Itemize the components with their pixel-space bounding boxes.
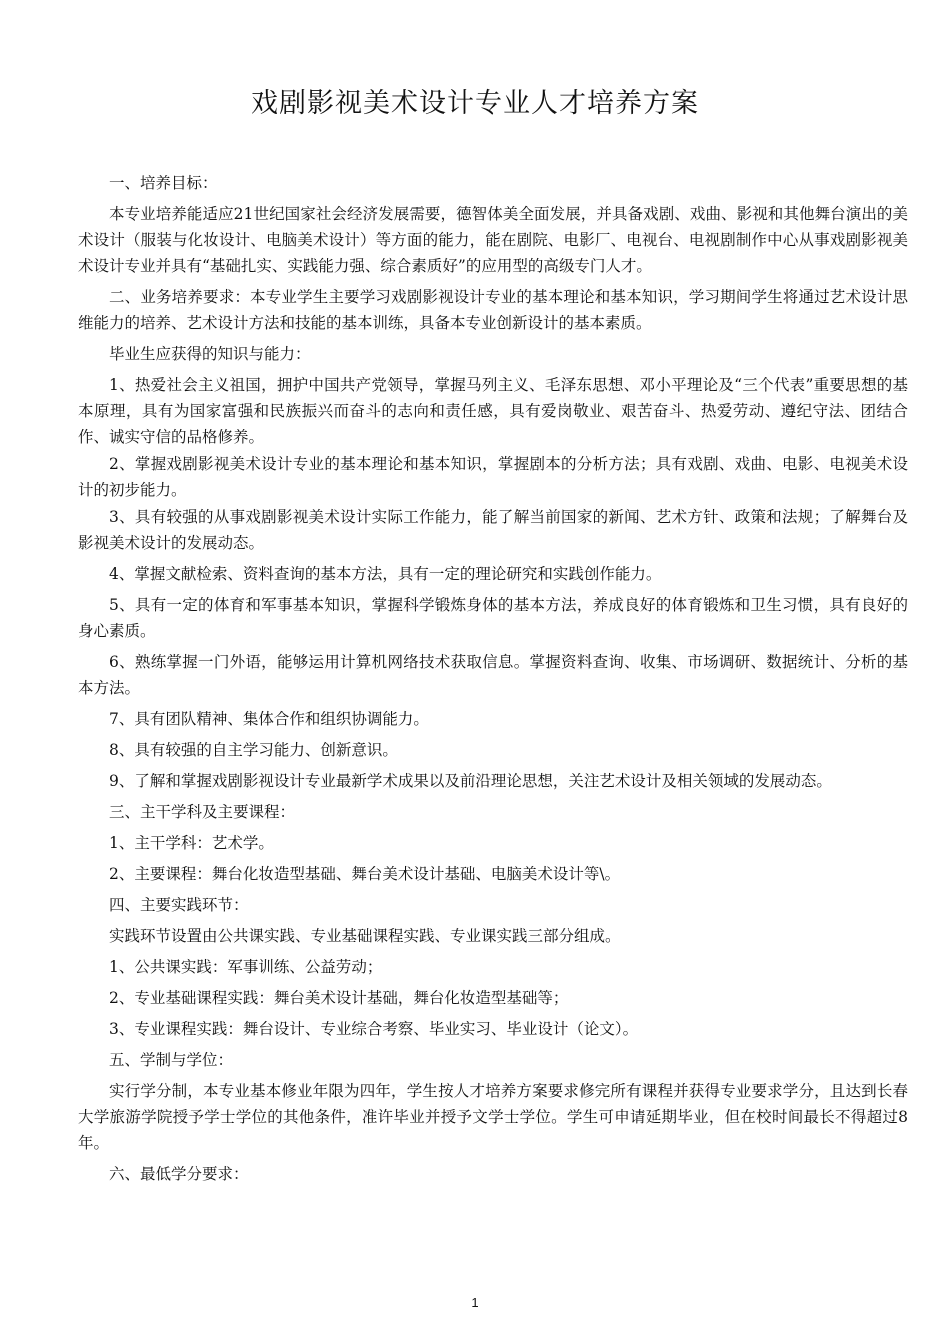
list-item-ability-9: 9、了解和掌握戏剧影视设计专业最新学术成果以及前沿理论思想，关注艺术设计及相关领域的发展动态。	[109, 772, 832, 790]
list-item-ability-2: 2、掌握戏剧影视美术设计专业的基本理论和基本知识，掌握剧本的分析方法；具有戏剧、戏曲、电影、电视美术设计的初步能力。	[78, 455, 908, 499]
section-heading-subjects: 三、主干学科及主要课程：	[109, 803, 296, 821]
paragraph-requirements: 二、业务培养要求：本专业学生主要学习戏剧影视设计专业的基本理论和基本知识，学习期间学生将通过艺术设计思维能力的培养、艺术设计方法和技能的基本训练，具备本专业创新设计的基本素质。	[78, 288, 908, 332]
paragraph-practice: 实践环节设置由公共课实践、专业基础课程实践、专业课实践三部分组成。	[109, 927, 621, 945]
paragraph-abilities-heading: 毕业生应获得的知识与能力：	[109, 345, 311, 363]
section-heading-goal: 一、培养目标：	[109, 174, 218, 192]
list-item-practice-3: 3、专业课程实践：舞台设计、专业综合考察、毕业实习、毕业设计（论文）。	[109, 1020, 639, 1038]
page-number: 1	[471, 1295, 479, 1310]
list-item-ability-3: 3、具有较强的从事戏剧影视美术设计实际工作能力，能了解当前国家的新闻、艺术方针、政策和法规；了解舞台及影视美术设计的发展动态。	[78, 508, 908, 552]
list-item-ability-6: 6、熟练掌握一门外语，能够运用计算机网络技术获取信息。掌握资料查询、收集、市场调研、数据统计、分析的基本方法。	[78, 653, 908, 697]
list-item-ability-1: 1、热爱社会主义祖国，拥护中国共产党领导，掌握马列主义、毛泽东思想、邓小平理论及“三个代表”重要思想的基本原理，具有为国家富强和民族振兴而奋斗的志向和责任感，具有爱岗敬业、艰苦奋斗、热爱劳动、遵纪守法、团结合作、诚实守信的品格修养。	[78, 376, 908, 446]
list-item-practice-2: 2、专业基础课程实践：舞台美术设计基础，舞台化妆造型基础等；	[109, 989, 569, 1007]
document-body	[78, 170, 908, 1192]
page-title: 戏剧影视美术设计专业人才培养方案	[251, 88, 699, 119]
list-item-subject: 1、主干学科：艺术学。	[109, 834, 274, 852]
list-item-ability-8: 8、具有较强的自主学习能力、创新意识。	[109, 741, 398, 759]
list-item-practice-1: 1、公共课实践：军事训练、公益劳动；	[109, 958, 383, 976]
paragraph-degree: 实行学分制，本专业基本修业年限为四年，学生按人才培养方案要求修完所有课程并获得专业要求学分，且达到长春大学旅游学院授予学士学位的其他条件，准许毕业并授予文学士学位。学生可申请延期毕业，但在校时间最长不得超过8年。	[78, 1082, 908, 1152]
list-item-ability-5: 5、具有一定的体育和军事基本知识，掌握科学锻炼身体的基本方法，养成良好的体育锻炼和卫生习惯，具有良好的身心素质。	[78, 596, 908, 640]
section-heading-degree: 五、学制与学位：	[109, 1051, 234, 1069]
section-heading-practice: 四、主要实践环节：	[109, 896, 249, 914]
section-heading-credits: 六、最低学分要求：	[109, 1165, 249, 1183]
paragraph-goal: 本专业培养能适应21世纪国家社会经济发展需要，德智体美全面发展，并具备戏剧、戏曲、影视和其他舞台演出的美术设计（服装与化妆设计、电脑美术设计）等方面的能力，能在剧院、电影厂、电视台、电视剧制作中心从事戏剧影视美术设计专业并具有“基础扎实、实践能力强、综合素质好”的应用型的高级专门人才。	[78, 205, 908, 275]
list-item-ability-4: 4、掌握文献检索、资料查询的基本方法，具有一定的理论研究和实践创作能力。	[109, 565, 662, 583]
list-item-ability-7: 7、具有团队精神、集体合作和组织协调能力。	[109, 710, 429, 728]
list-item-courses: 2、主要课程：舞台化妆造型基础、舞台美术设计基础、电脑美术设计等\。	[109, 865, 621, 883]
